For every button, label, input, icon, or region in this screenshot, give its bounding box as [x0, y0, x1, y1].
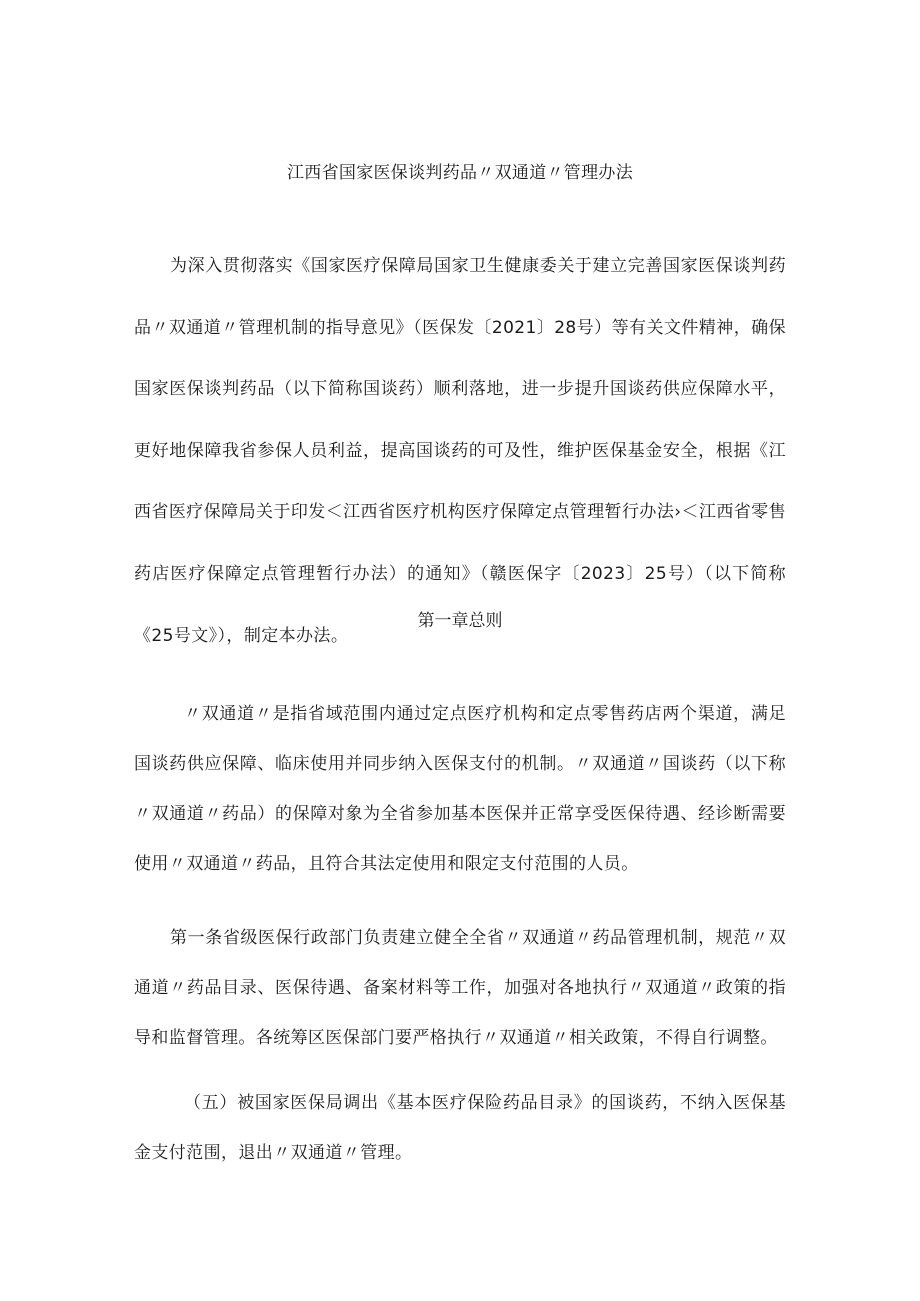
item-5-paragraph: （五）被国家医保局调出《基本医疗保险药品目录》的国谈药，不纳入医保基金支付范围，退出〃双通道〃管理。 [134, 1093, 786, 1163]
article-1-paragraph: 第一条省级医保行政部门负责建立健全全省〃双通道〃药品管理机制，规范〃双通道〃药品目录、医保待遇、备案材料等工作，加强对各地执行〃双通道〃政策的指导和监督管理。各统筹区医保部门要严格执行〃双通道〃相关政策，不得自行调整。 [134, 928, 786, 1048]
document-title: 江西省国家医保谈判药品〃双通道〃管理办法 [287, 163, 633, 183]
chapter-heading: 第一章总则 [417, 611, 503, 631]
preamble-paragraph: 为深入贯彻落实《国家医疗保障局国家卫生健康委关于建立完善国家医保谈判药品〃双通道〃管理机制的指导意见》（医保发〔2021〕28号）等有关文件精神，确保国家医保谈判药品（以下简称国谈药）顺利落地，进一步提升国谈药供应保障水平，更好地保障我省参保人员利益，提高国谈药的可及性，维护医保基金安全，根据《江西省医疗保障局关于印发＜江西省医疗机构医疗保障定点管理暂行办法›＜江西省零售药店医疗保障定点管理暂行办法）的通知》（赣医保字〔2023〕25号）（以下简称《25号文》），制定本办法。 [134, 256, 786, 646]
definition-paragraph: 〃双通道〃是指省域范围内通过定点医疗机构和定点零售药店两个渠道，满足国谈药供应保障、临床使用并同步纳入医保支付的机制。〃双通道〃国谈药（以下称〃双通道〃药品）的保障对象为全省参加基本医保并正常享受医保待遇、经诊断需要使用〃双通道〃药品，且符合其法定使用和限定支付范围的人员。 [134, 704, 786, 874]
